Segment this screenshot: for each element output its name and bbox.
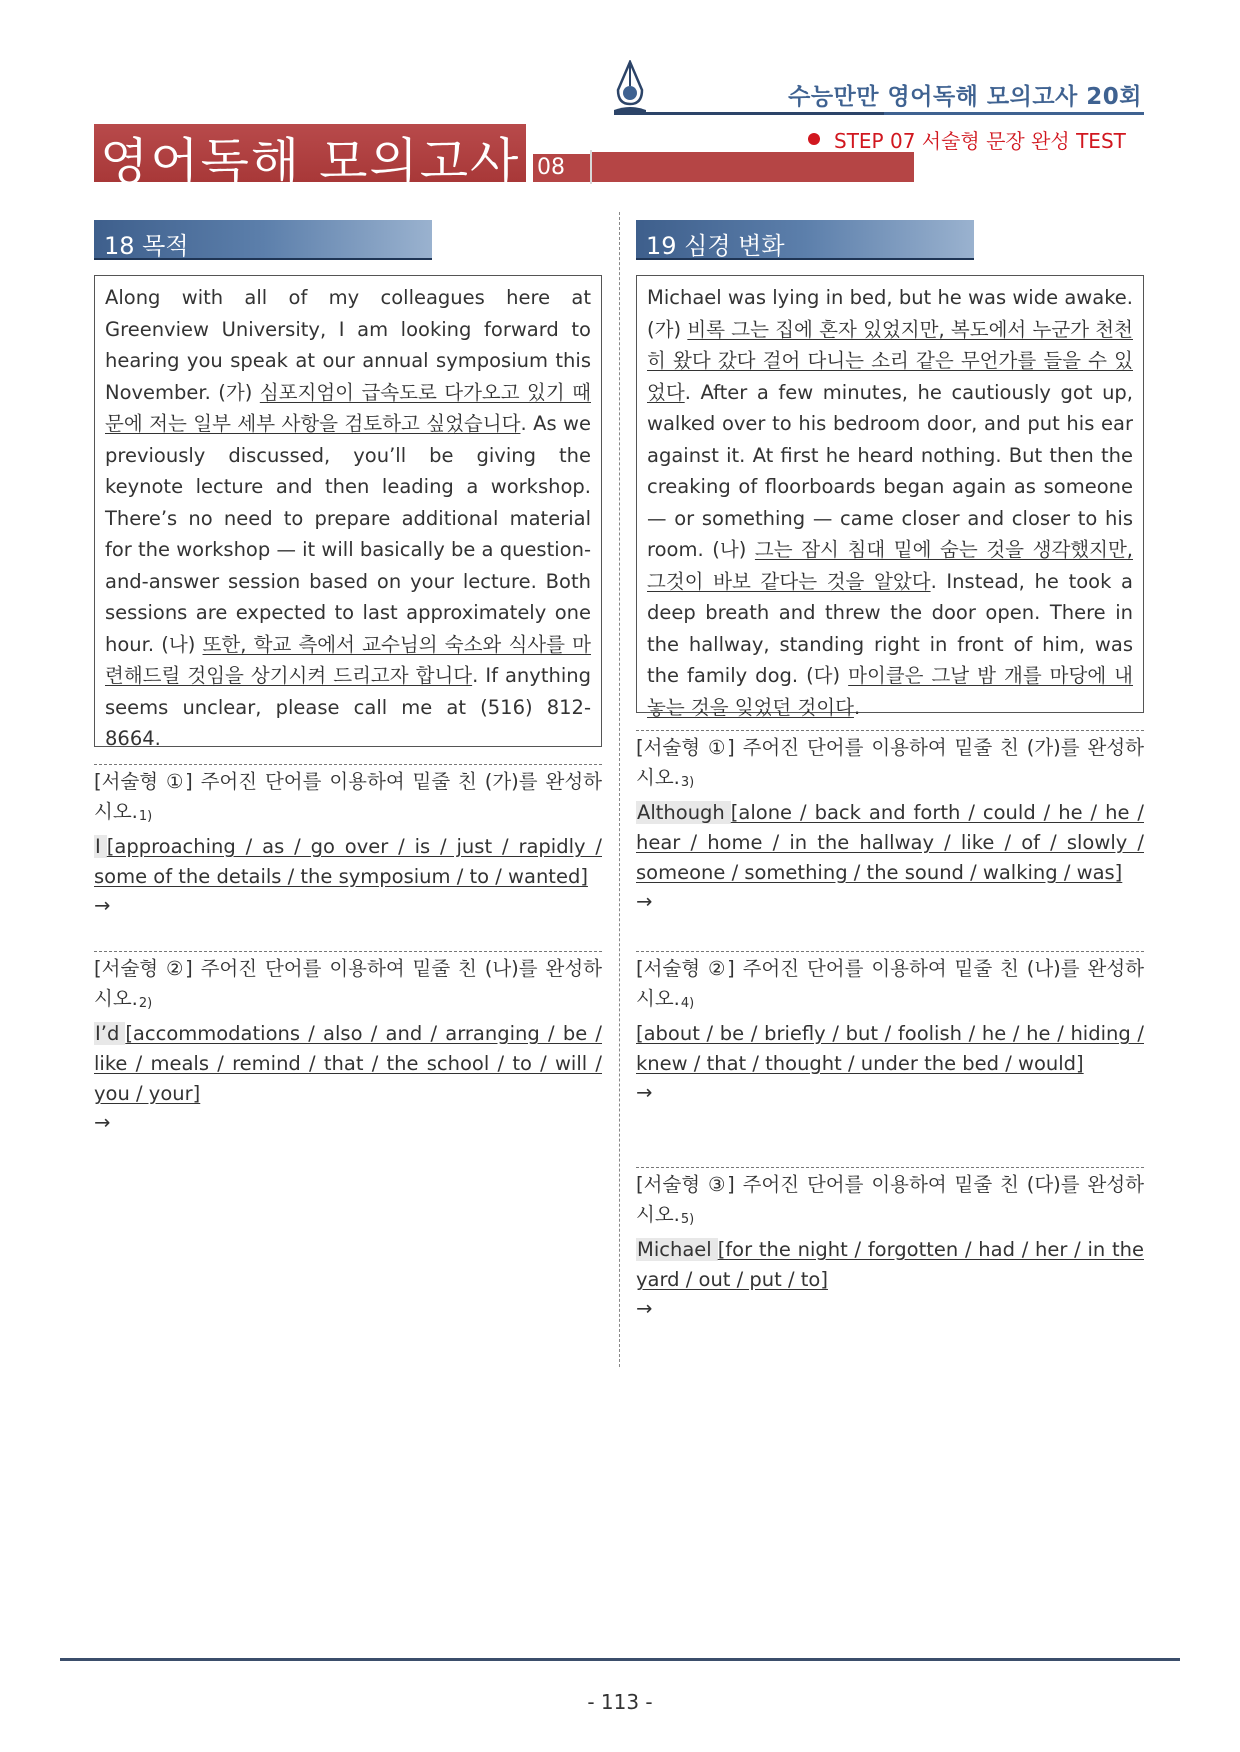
word-bank: [approaching / as / go over / is / just / rapidly / some of the details / the symposium / to / wanted] <box>94 835 602 888</box>
header-rule-accent <box>614 112 884 115</box>
page-number: - 113 - <box>587 1690 653 1714</box>
question-head-18: 18 목적 <box>94 220 432 260</box>
passage-text: Michael was lying in bed, but he was wide awake. (가) <box>647 286 1133 341</box>
task-instruction: [서술형 ②] 주어진 단어를 이용하여 밑줄 친 (나)를 완성하시오. <box>636 957 1144 1010</box>
passage-18 <box>94 275 602 750</box>
writing-task-19-3 <box>636 1167 1144 1323</box>
given-word: Michael <box>636 1238 718 1261</box>
footnote-mark: 4) <box>680 996 695 1011</box>
test-title: 영어독해 모의고사 <box>100 133 521 191</box>
footnote-mark: 5) <box>680 1212 695 1227</box>
passage-text: . As we previously discussed, you’ll be giving the keynote lecture and then leading a workshop. There’s no need to prepare additional material for the workshop — it will basically be a question-and-answer session based on your lecture. Both sessions are expected to last approximately one hour. (나) <box>105 412 591 656</box>
writing-task-19-2 <box>636 951 1144 1107</box>
series-title: 수능만만 영어독해 모의고사 20회 <box>788 84 1142 110</box>
writing-task-18-2 <box>94 951 602 1137</box>
answer-arrow: → <box>94 1111 111 1134</box>
given-word: Although <box>636 801 731 824</box>
question-head-19: 19 심경 변화 <box>636 220 974 260</box>
word-bank: [for the night / forgotten / had / her / in the yard / out / put / to] <box>636 1238 1144 1291</box>
step-label <box>808 125 1126 154</box>
given-word: I <box>94 835 107 858</box>
underlined-part-b: 그는 잠시 침대 밑에 숨는 것을 생각했지만, 그것이 바보 같다는 것을 알았다 <box>647 538 1134 593</box>
bullet-icon <box>808 133 820 145</box>
word-bank: [about / be / briefly / but / foolish / he / he / hiding / knew / that / thought / under the bed / would] <box>636 1022 1144 1075</box>
writing-task-19-1 <box>636 730 1144 916</box>
step-label-text: STEP 07 서술형 문장 완성 TEST <box>834 129 1126 153</box>
underlined-part-a: 심포지엄이 급속도로 다가오고 있기 때문에 저는 일부 세부 사항을 검토하고 싶었습니다 <box>105 380 591 435</box>
underlined-part-b: 또한, 학교 측에서 교수님의 숙소와 식사를 마련해드릴 것임을 상기시켜 드리고자 합니다 <box>105 632 591 687</box>
underlined-part-c: 마이클은 그날 밤 개를 마당에 내놓는 것을 잊었던 것이다 <box>647 664 1134 719</box>
passage-text: . After a few minutes, he cautiously got up, walked over to his bedroom door, and put his ear against it. At first he heard nothing. But then the creaking of floorboards began again as someone — or something — came closer and closer to his room. (나) <box>647 380 1133 561</box>
passage-19 <box>636 275 1144 719</box>
column-divider <box>619 212 620 1367</box>
test-number-tab <box>526 150 592 208</box>
underlined-part-a: 비록 그는 집에 혼자 있었지만, 복도에서 누군가 천천히 왔다 갔다 걸어 다니는 소리 같은 무언가를 들을 수 있었다 <box>647 317 1133 404</box>
task-instruction: [서술형 ①] 주어진 단어를 이용하여 밑줄 친 (가)를 완성하시오. <box>94 770 602 823</box>
passage-text: Along with all of my colleagues here at Greenview University, I am looking forward to hearing you speak at our annual symposium this November. (가) <box>105 286 591 404</box>
given-word: I’d <box>94 1022 125 1045</box>
test-number: 08회 <box>533 154 590 182</box>
answer-arrow: → <box>636 1081 653 1104</box>
answer-arrow: → <box>636 890 653 913</box>
task-instruction: [서술형 ②] 주어진 단어를 이용하여 밑줄 친 (나)를 완성하시오. <box>94 957 602 1010</box>
footnote-mark: 2) <box>138 996 153 1011</box>
task-instruction: [서술형 ①] 주어진 단어를 이용하여 밑줄 친 (가)를 완성하시오. <box>636 736 1144 789</box>
passage-text: . <box>853 695 861 719</box>
answer-arrow: → <box>94 894 111 917</box>
footnote-mark: 3) <box>680 775 695 790</box>
word-bank: [accommodations / also / and / arranging / be / like / meals / remind / that / the school / to / will / you / your] <box>94 1022 602 1105</box>
answer-arrow: → <box>636 1297 653 1320</box>
writing-task-18-1 <box>94 764 602 920</box>
passage-text: . Instead, he took a deep breath and threw the door open. There in the hallway, standing right in front of him, was the family dog. (다) <box>647 569 1133 687</box>
passage-text: . If anything seems unclear, please call me at (516) 812-8664. <box>105 664 591 750</box>
footer-rule <box>60 1658 1180 1661</box>
footnote-mark: 1) <box>138 809 153 824</box>
task-instruction: [서술형 ③] 주어진 단어를 이용하여 밑줄 친 (다)를 완성하시오. <box>636 1173 1144 1226</box>
word-bank: [alone / back and forth / could / he / he / hear / home / in the hallway / like / of / slowly / someone / something / the sound / walking / was] <box>636 801 1144 884</box>
